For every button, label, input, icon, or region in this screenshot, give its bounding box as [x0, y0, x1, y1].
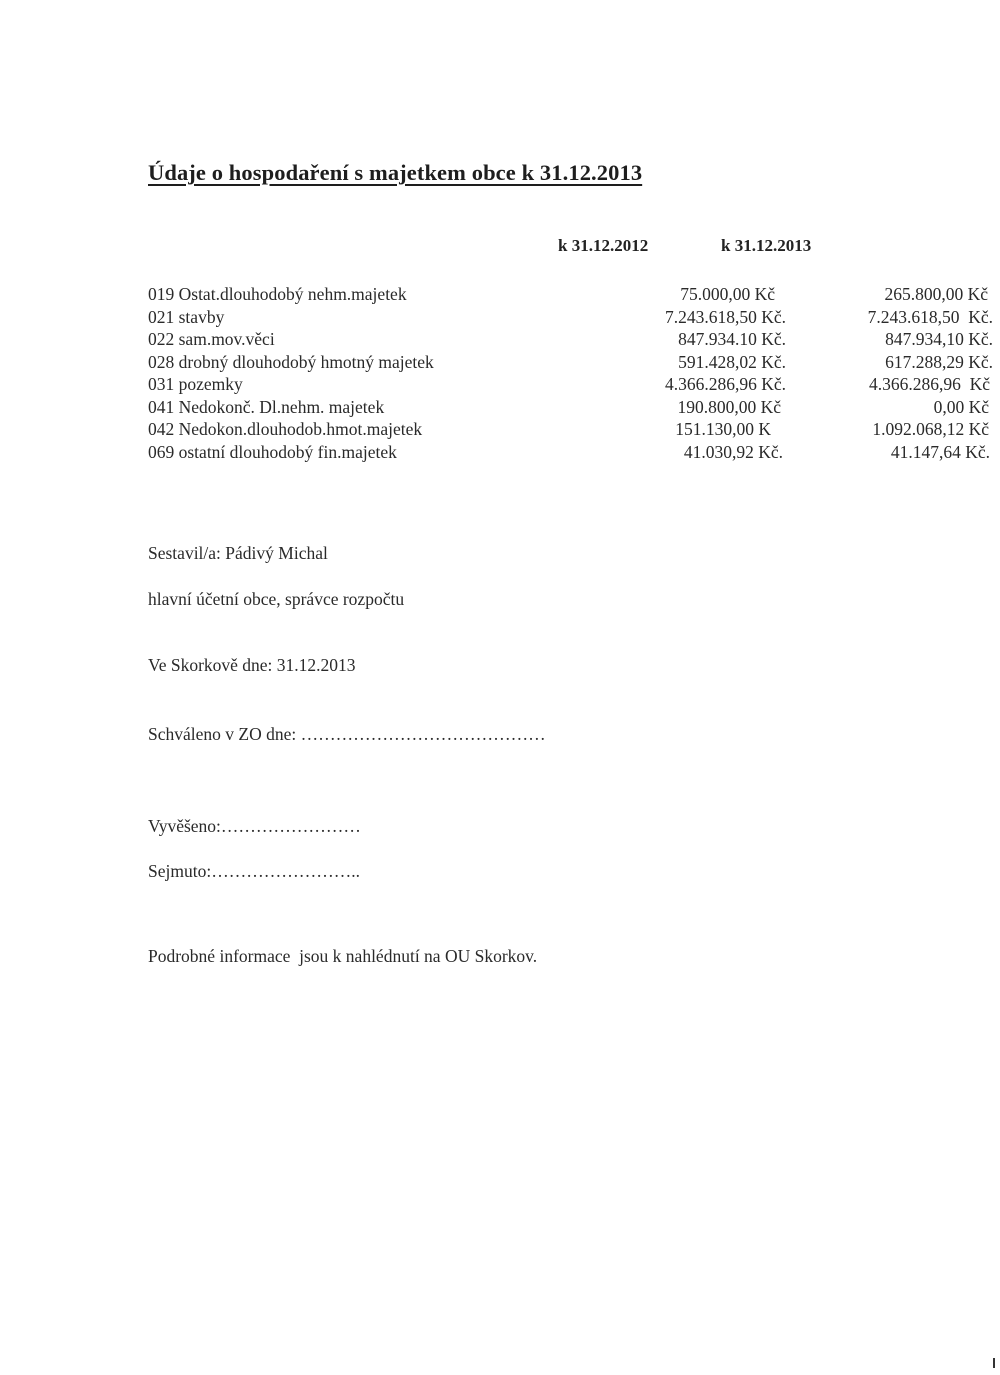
table-row — [148, 306, 993, 330]
value-2012: 591.428,02 Kč. — [678, 351, 786, 372]
table-row — [148, 441, 990, 465]
value-2013: 617.288,29 Kč. — [885, 351, 993, 372]
row-label: 019 Ostat.dlouhodobý nehm.majetek — [148, 284, 407, 304]
approval-line: Schváleno v ZO dne: …………………………………… — [148, 724, 546, 744]
asset-table — [148, 284, 993, 464]
table-row — [148, 374, 990, 397]
table-row — [148, 284, 988, 307]
table-row — [148, 329, 993, 352]
value-2012: 847.934.10 Kč. — [678, 329, 786, 349]
footer-note: Podrobné informace jsou k nahlédnutí na OU Skorkov. — [148, 946, 538, 966]
place-and-date: Ve Skorkově dne: 31.12.2013 — [148, 655, 356, 675]
compiled-by: Sestavil/a: Pádivý Michal — [148, 543, 328, 563]
value-2013: 847.934,10 Kč. — [885, 329, 993, 349]
value-2013: 1.092.068,12 Kč — [872, 419, 989, 439]
removed-line: Sejmuto:…………………….. — [148, 861, 360, 881]
value-2012: 41.030,92 Kč. — [683, 441, 783, 462]
value-2013: 41.147,64 Kč. — [890, 441, 990, 462]
table-row — [148, 351, 993, 375]
compiler-role: hlavní účetní obce, správce rozpočtu — [148, 589, 405, 609]
row-label: 041 Nedokonč. Dl.nehm. majetek — [148, 396, 385, 417]
value-2013: 265.800,00 Kč — [884, 284, 988, 304]
scan-edge-mark — [993, 1358, 995, 1368]
row-label: 042 Nedokon.dlouhodob.hmot.majetek — [148, 419, 423, 439]
value-2013: 0,00 Kč — [933, 396, 989, 417]
value-2012: 7.243.618,50 Kč. — [664, 306, 786, 327]
row-label: 069 ostatní dlouhodobý fin.majetek — [148, 441, 397, 462]
value-2012: 75.000,00 Kč — [680, 284, 775, 304]
value-2013: 7.243.618,50 Kč. — [867, 306, 993, 327]
row-label: 028 drobný dlouhodobý hmotný majetek — [148, 351, 434, 372]
posted-line: Vyvěšeno:…………………… — [148, 816, 361, 836]
table-row — [148, 419, 989, 442]
document-title: Údaje o hospodaření s majetkem obce k 31.12.2013 — [148, 160, 643, 185]
value-2013: 4.366.286,96 Kč — [868, 374, 990, 394]
column-header-2013: k 31.12.2013 — [721, 236, 812, 255]
row-label: 021 stavby — [148, 306, 225, 327]
value-2012: 151.130,00 K — [675, 419, 771, 439]
row-label: 031 pozemky — [148, 374, 243, 394]
row-label: 022 sam.mov.věci — [148, 329, 275, 349]
value-2012: 190.800,00 Kč — [677, 396, 781, 417]
column-header-2012: k 31.12.2012 — [558, 236, 649, 255]
table-row — [148, 396, 989, 420]
value-2012: 4.366.286,96 Kč. — [664, 374, 786, 394]
